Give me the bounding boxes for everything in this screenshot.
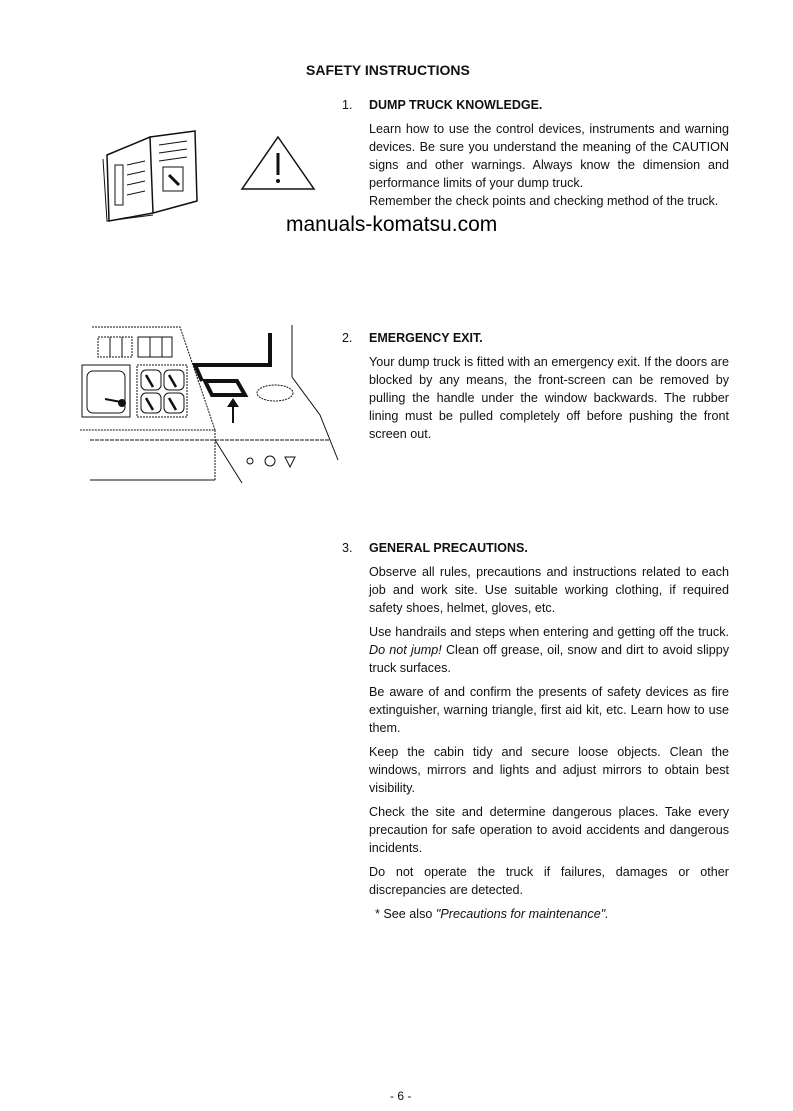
warning-triangle-icon — [238, 133, 318, 193]
section-1-body: Learn how to use the control devices, instruments and warning devices. Be sure you understand the meaning of the CAUTION signs and other warnings. Always know the dimension and performance limits of your dump truck. Remember the check points and checking method of the truck. — [369, 122, 729, 208]
section-3-body: Observe all rules, precautions and instructions related to each job and work site. Use suitable working clothing, if required safety shoes, helmet, gloves, etc. Use handrails and steps when entering and getting off the truck. Do not jump! Clean off grease, oil, snow and dirt to avoid slippy truck surfaces. Be aware of and confirm the presents of safety devices as fire extinguisher, warning triangle, first aid kit, etc. Learn how to use them. Keep the cabin tidy and secure loose objects. Clean the windows, mirrors and lights and adjust mirrors to obtain best visibility. Check the site and determine dangerous places. Take every precaution for safe operation to avoid accidents and dangerous incidents. Do not operate the truck if failures, damages or other discrepancies are detected. * See also "Precautions for maintenance". — [369, 565, 729, 921]
section-3 — [342, 540, 732, 923]
emergency-exit-illustration — [80, 315, 360, 490]
section-2-body: Your dump truck is fitted with an emergency exit. If the doors are blocked by any means, the front-screen can be removed by pulling the handle under the window backwards. The rubber lining must be pulled completely off before pushing the front screen out. — [369, 355, 729, 441]
manual-book-illustration — [95, 125, 215, 225]
page-title: SAFETY INSTRUCTIONS — [306, 62, 470, 78]
text-column — [286, 97, 732, 929]
section-1 — [286, 97, 732, 330]
section-1-heading: 1. DUMP TRUCK KNOWLEDGE. — [342, 98, 543, 112]
watermark: manuals-komatsu.com — [286, 213, 498, 236]
section-3-heading: 3. GENERAL PRECAUTIONS. — [342, 541, 528, 555]
section-2-heading: 2. EMERGENCY EXIT. — [342, 331, 483, 345]
page-number: - 6 - — [390, 1089, 412, 1103]
section-2 — [342, 330, 732, 540]
